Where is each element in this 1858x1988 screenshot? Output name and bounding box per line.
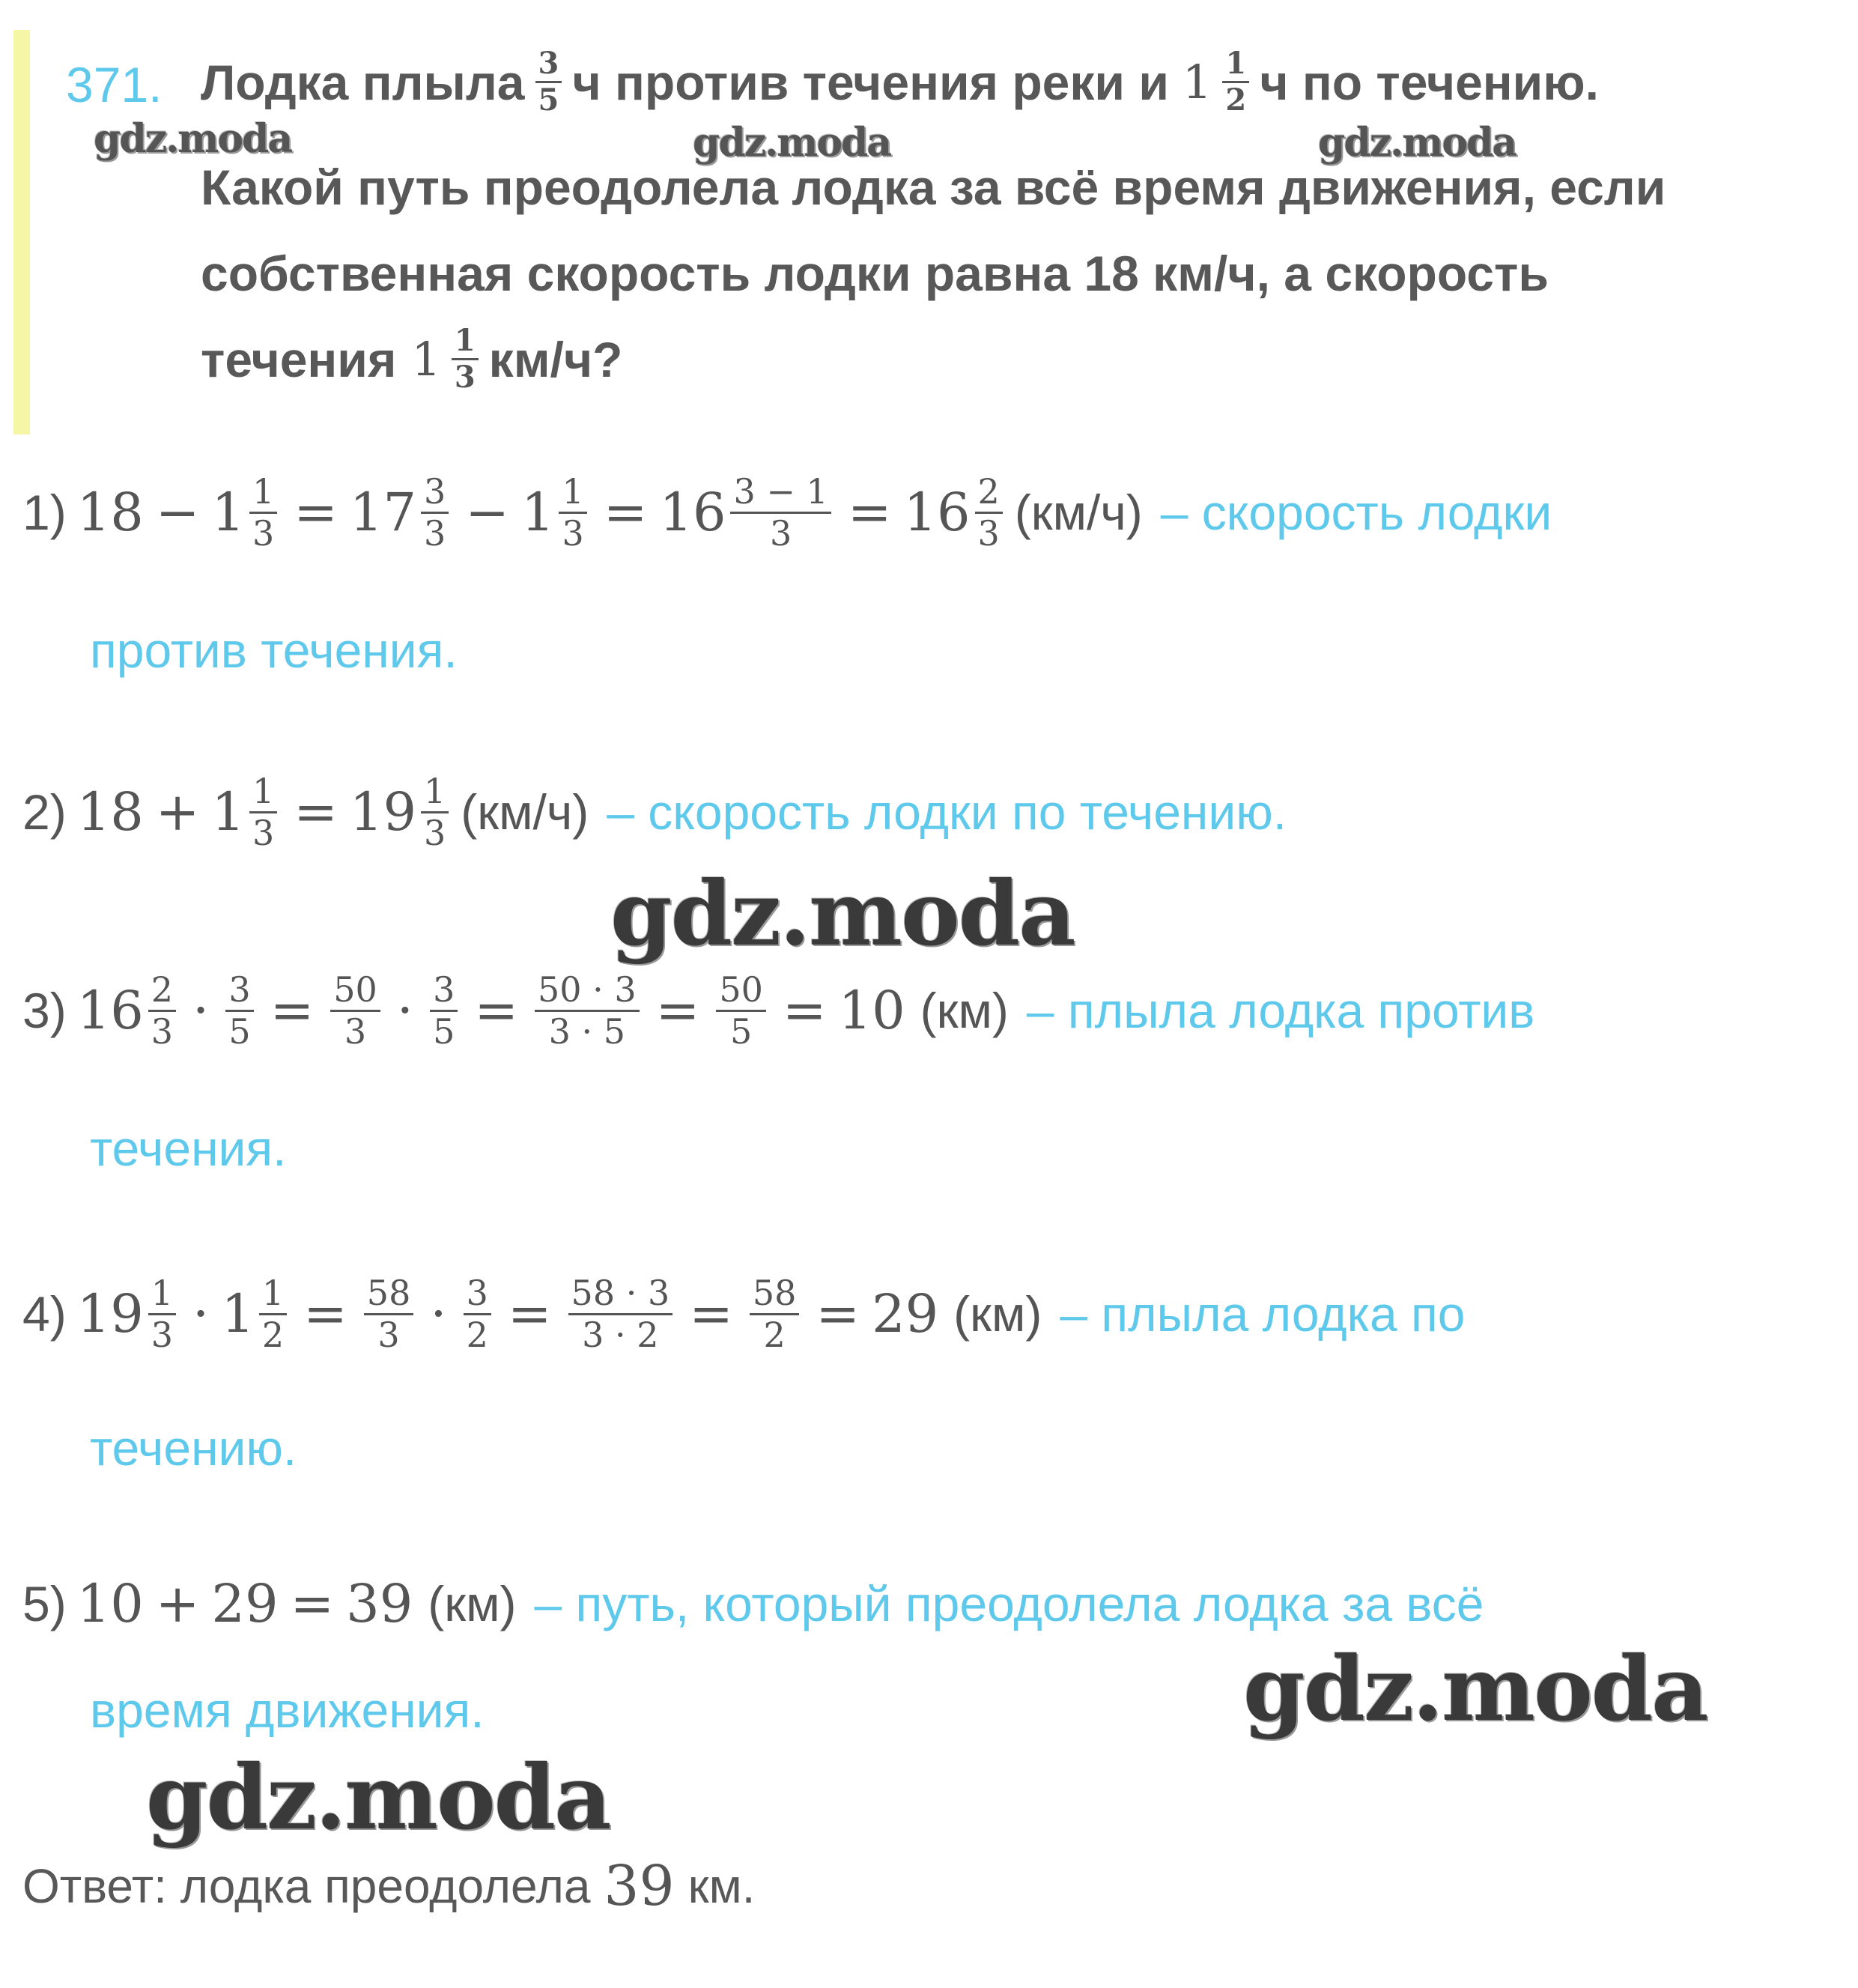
watermark: gdz.moda	[94, 116, 292, 162]
step-3: 3) 16 $\frac{2}{3}$ · $\frac{3}{5}$ = $\frac{50}{3}$ · $\frac{3}{5}$ = $\frac{50 \cdot 3}{3 \cdot 5}$ = $\frac{50}{5}$ = 10 (км) – плыла лодка против	[22, 969, 1535, 1052]
task-number: 371.	[66, 57, 163, 112]
step-2: 2) 18 + 1 $\frac{1}{3}$ = 19 $\frac{1}{3}$ (км/ч) – скорость лодки по течению.	[22, 771, 1287, 853]
step-4: 4) 19 $\frac{1}{3}$ · 1 $\frac{1}{2}$ = $\frac{58}{3}$ · $\frac{3}{2}$ = $\frac{58 \cdot 3}{3 \cdot 2}$ = $\frac{58}{2}$ = 29 (км) – плыла лодка по	[22, 1273, 1466, 1355]
step-1: 1) 18 − 1 $\frac{1}{3}$ = 17 $\frac{3}{3}$ − 1 $\frac{1}{3}$ = 16 $\frac{3 - 1}{3}$ = 16 $\frac{2}{3}$ (км/ч) – скорость лодки	[22, 471, 1552, 554]
answer-line: Ответ: лодка преодолела 39 км.	[22, 1854, 756, 1918]
step-5-desc-cont: время движения.	[90, 1682, 485, 1738]
watermark: gdz.moda	[610, 861, 1075, 966]
watermark: gdz.moda	[693, 120, 891, 166]
task-line-3: собственная скорость лодки равна 18 км/ч, а скорость	[201, 246, 1549, 301]
task-line-4: течения 1 $\frac{1}{3}$ км/ч?	[201, 323, 623, 395]
task-line-2: Какой путь преодолела лодка за всё время движения, если	[201, 160, 1666, 215]
task-line-1: Лодка плыла $\frac{3}{5}$ ч против течения реки и 1 $\frac{1}{2}$ ч по течению.	[201, 46, 1599, 118]
fraction-time-against: $\frac{3}{5}$	[535, 46, 562, 118]
fraction-time-with: $\frac{1}{2}$	[1222, 46, 1249, 118]
step-3-desc-cont: течения.	[90, 1121, 287, 1176]
watermark: gdz.moda	[146, 1745, 610, 1849]
step-1-desc-cont: против течения.	[90, 622, 458, 678]
fraction-current-speed: $\frac{1}{3}$	[452, 324, 479, 395]
step-5: 5) 10 + 29 = 39 (км) – путь, который преодолела лодка за всё	[22, 1573, 1484, 1634]
highlight-bar	[13, 30, 30, 434]
step-4-desc-cont: течению.	[90, 1420, 297, 1476]
watermark: gdz.moda	[1318, 120, 1517, 166]
watermark: gdz.moda	[1243, 1637, 1707, 1741]
